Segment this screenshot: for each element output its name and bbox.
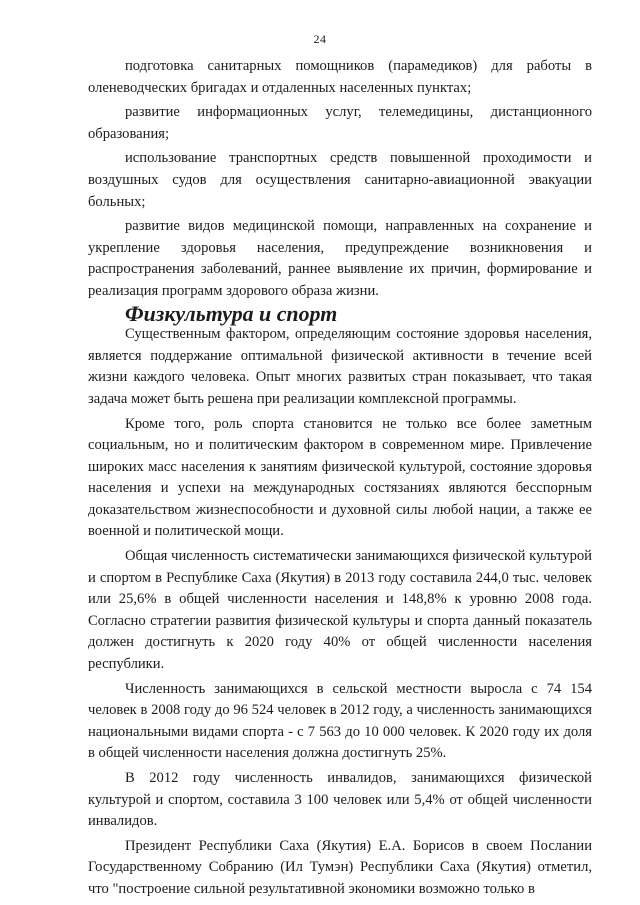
paragraph-total-participants: Общая численность систематически занимающихся физической культурой и спортом в Республике Саха (Якутия) в 2013 году составила 244,0 тыс. человек или 25,6% в общей численности населения и 148,8% к уровню 2008 года. Согласно стратегии развития физической культуры и спорта данный показатель должен достигнуть к 2020 году 40% от общей численности населения республики. <box>88 548 592 673</box>
list-item-paramedics: подготовка санитарных помощников (парамедиков) для работы в оленеводческих бригадах и отдаленных населенных пунктах; <box>88 58 592 96</box>
list-item-transport: использование транспортных средств повышенной проходимости и воздушных судов для осуществления санитарно-авиационной эвакуации больных; <box>88 150 592 210</box>
paragraph-president-address: Президент Республики Саха (Якутия) Е.А. Борисов в своем Послании Государственному Собранию (Ил Тумэн) Республики Саха (Якутия) отметил, что "построение сильной результативной экономики возможно только в <box>88 837 592 897</box>
paragraph-disabled-participants: В 2012 году численность инвалидов, занимающихся физической культурой и спортом, составила 3 100 человек или 5,4% от общей численности инвалидов. <box>88 770 592 830</box>
section-heading-sport: Физкультура и спорт <box>125 300 338 326</box>
paragraph-sport-role: Кроме того, роль спорта становится не только все более заметным социальным, но и политическим фактором в современном мире. Привлечение широких масс населения к занятиям физической культурой, состояние здоровья населения и успехи на международных состязаниях являются бесспорным доказательством жизнеспособности и духовной силы любой нации, а также ее военной и политической мощи. <box>88 415 592 540</box>
page-number: 24 <box>313 32 327 46</box>
document-body <box>88 56 592 901</box>
list-item-medical-care: развитие видов медицинской помощи, направленных на сохранение и укрепление здоровья населения, предупреждение возникновения и распространения заболеваний, раннее выявление их причин, формирование и реализация программ здорового образа жизни. <box>88 218 592 299</box>
paragraph-physical-activity: Существенным фактором, определяющим состояние здоровья населения, является поддержание оптимальной физической активности в течение всей жизни каждого человека. Опыт многих развитых стран показывает, что такая задача может быть решена при реализации комплексной программы. <box>88 326 592 407</box>
paragraph-rural-participants: Численность занимающихся в сельской местности выросла с 74 154 человек в 2008 году до 96 524 человек в 2012 году, а численность занимающихся национальными видами спорта - с 7 563 до 10 000 человек. К 2020 году их доля в общей численности населения должна достигнуть 25%. <box>88 680 592 762</box>
list-item-telemedicine: развитие информационных услуг, телемедицины, дистанционного образования; <box>88 104 592 142</box>
